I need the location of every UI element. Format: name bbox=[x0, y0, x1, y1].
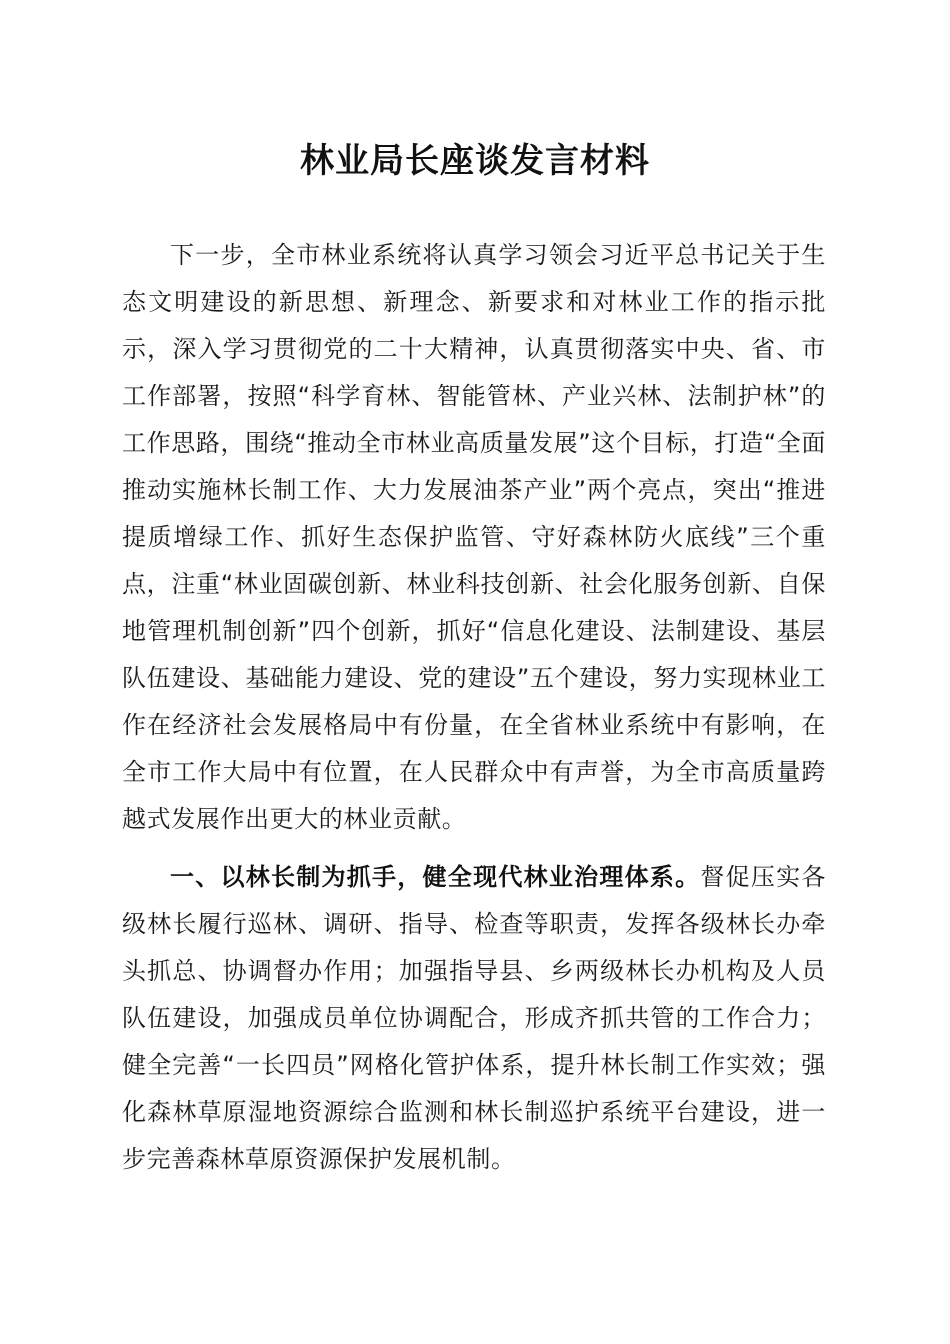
paragraph-next-steps bbox=[122, 232, 826, 843]
section-heading: 一、以林长制为抓手，健全现代林业治理体系。 bbox=[170, 863, 701, 891]
paragraph-text: 下一步，全市林业系统将认真学习领会习近平总书记关于生态文明建设的新思想、新理念、新要求和对林业工作的指示批示，深入学习贯彻党的二十大精神，认真贯彻落实中央、省、市工作部署，按照“科学育林、智能管林、产业兴林、法制护林”的工作思路，围绕“推动全市林业高质量发展”这个目标，打造“全面推动实施林长制工作、大力发展油茶产业”两个亮点，突出“推进提质增绿工作、抓好生态保护监管、守好森林防火底线”三个重点，注重“林业固碳创新、林业科技创新、社会化服务创新、自保地管理机制创新”四个创新，抓好“信息化建设、法制建设、基层队伍建设、基础能力建设、党的建设”五个建设，努力实现林业工作在经济社会发展格局中有份量，在全省林业系统中有影响，在全市工作大局中有位置，在人民群众中有声誉，为全市高质量跨越式发展作出更大的林业贡献。 bbox=[122, 241, 826, 833]
document-title: 林业局长座谈发言材料 bbox=[300, 141, 650, 181]
paragraph-text: 督促压实各级林长履行巡林、调研、指导、检查等职责，发挥各级林长办牵头抓总、协调督办作用；加强指导县、乡两级林长办机构及人员队伍建设，加强成员单位协调配合，形成齐抓共管的工作合力；健全完善“一长四员”网格化管护体系，提升林长制工作实效；强化森林草原湿地资源综合监测和林长制巡护系统平台建设，进一步完善森林草原资源保护发展机制。 bbox=[122, 863, 826, 1173]
paragraph-forest-chief-system bbox=[122, 854, 826, 1183]
